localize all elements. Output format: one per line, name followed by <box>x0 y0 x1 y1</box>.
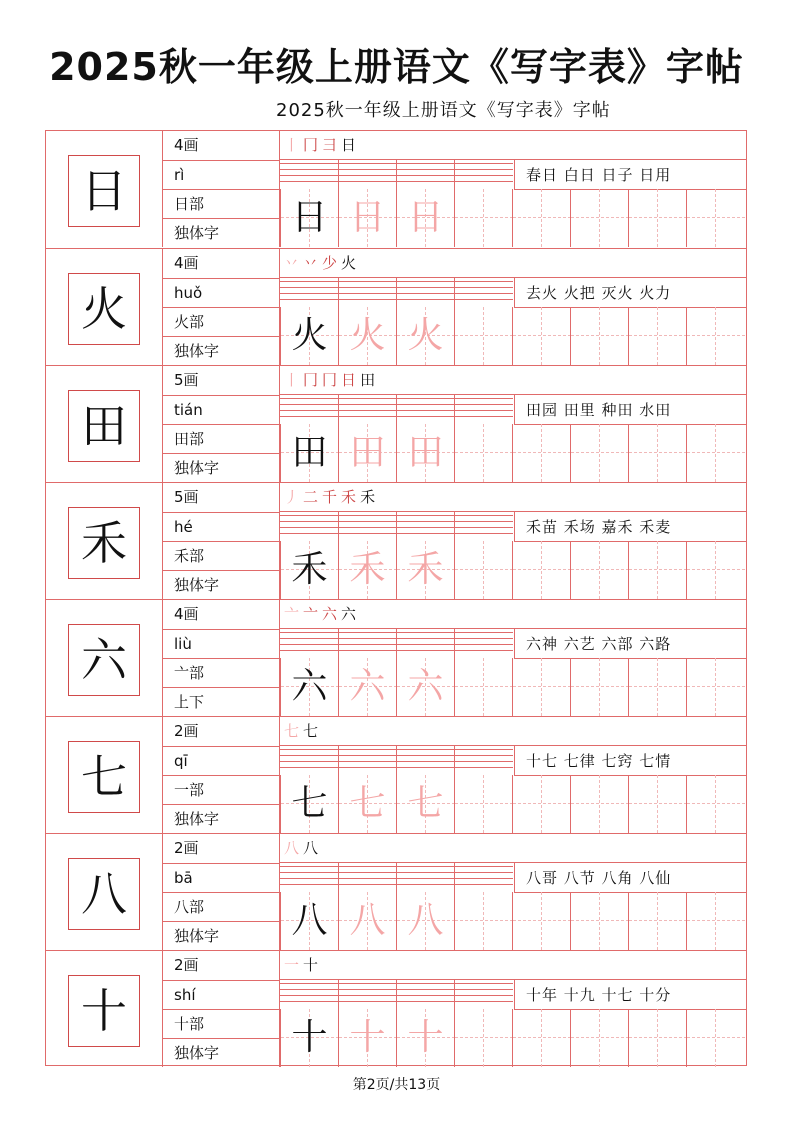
practice-cell <box>628 307 686 365</box>
practice-cell <box>280 541 338 599</box>
practice-cell <box>512 189 570 247</box>
big-character-box <box>68 741 140 813</box>
big-character: 七 <box>81 750 127 804</box>
big-character-box <box>68 975 140 1047</box>
trace-character: 十 <box>407 1017 444 1058</box>
radical: 火部 <box>163 307 280 336</box>
practice-cell <box>628 189 686 247</box>
page-footer: 第2页/共13页 <box>352 1077 441 1093</box>
trace-character: 火 <box>349 315 386 356</box>
stroke-count: 2画 <box>174 839 199 857</box>
structure: 独体字 <box>163 921 280 950</box>
practice-cell <box>512 424 570 482</box>
big-character-box <box>68 624 140 696</box>
practice-cell <box>454 658 512 716</box>
example-words: 春日 白日 日子 日用 <box>526 166 672 184</box>
practice-cell <box>454 189 512 247</box>
stroke-order-step: 千 <box>322 488 338 506</box>
model-character: 田 <box>291 432 328 473</box>
stroke-order-step: 亠 <box>284 605 300 623</box>
practice-cell <box>512 307 570 365</box>
example-words: 十七 七律 七窍 七情 <box>526 752 672 770</box>
trace-character: 七 <box>349 783 386 824</box>
practice-cell <box>280 1009 338 1067</box>
practice-cell <box>686 892 744 950</box>
practice-cell <box>628 424 686 482</box>
practice-cell <box>280 775 338 833</box>
structure: 独体字 <box>163 453 280 482</box>
stroke-order-step: 彐 <box>322 136 338 154</box>
practice-cell <box>512 541 570 599</box>
stroke-order-step: 冂 <box>303 136 319 154</box>
stroke-order-step: 一 <box>284 956 300 974</box>
model-character: 十 <box>291 1017 328 1058</box>
stroke-order-step: 七 <box>284 722 300 740</box>
practice-cell <box>570 189 628 247</box>
practice-cell <box>686 541 744 599</box>
big-character: 禾 <box>81 516 127 570</box>
model-character: 火 <box>291 315 328 356</box>
stroke-order-step: 七 <box>303 722 319 740</box>
big-character-box <box>68 155 140 227</box>
practice-cell <box>686 775 744 833</box>
practice-cell <box>338 1009 396 1067</box>
stroke-order <box>280 131 746 160</box>
stroke-order <box>280 600 746 629</box>
radical: 日部 <box>163 189 280 218</box>
trace-character: 火 <box>407 315 444 356</box>
practice-cell <box>338 541 396 599</box>
stroke-order-step: 禾 <box>360 488 376 506</box>
big-character-box <box>68 858 140 930</box>
practice-cell <box>628 541 686 599</box>
trace-character: 禾 <box>349 549 386 590</box>
pinyin: bā <box>163 863 280 892</box>
stroke-order <box>280 717 746 746</box>
practice-cell <box>628 1009 686 1067</box>
practice-cell <box>686 1009 744 1067</box>
model-character: 日 <box>291 197 328 238</box>
character-row <box>46 482 746 599</box>
trace-character: 七 <box>407 783 444 824</box>
character-row <box>46 950 746 1067</box>
practice-cell <box>570 541 628 599</box>
practice-cell <box>338 307 396 365</box>
trace-character: 禾 <box>407 549 444 590</box>
practice-sheet <box>45 130 747 1066</box>
stroke-order-step: 二 <box>303 488 319 506</box>
pinyin: huǒ <box>163 278 280 307</box>
practice-cell <box>686 658 744 716</box>
practice-cell <box>338 775 396 833</box>
model-character: 七 <box>291 783 328 824</box>
practice-cell <box>454 892 512 950</box>
pinyin: hé <box>163 512 280 541</box>
trace-character: 六 <box>349 666 386 707</box>
practice-cell <box>570 658 628 716</box>
practice-cell <box>628 892 686 950</box>
big-character-box <box>68 390 140 462</box>
big-character-box <box>68 507 140 579</box>
character-row <box>46 599 746 716</box>
practice-cell <box>512 775 570 833</box>
structure: 独体字 <box>163 804 280 833</box>
practice-cell <box>512 1009 570 1067</box>
sub-title: 2025秋一年级上册语文《写字表》字帖 <box>276 100 611 121</box>
trace-character: 日 <box>349 197 386 238</box>
stroke-count: 2画 <box>174 722 199 740</box>
stroke-order-step: 日 <box>341 371 357 389</box>
stroke-order-step: 丨 <box>284 136 300 154</box>
trace-character: 田 <box>407 432 444 473</box>
trace-character: 六 <box>407 666 444 707</box>
example-words: 十年 十九 十七 十分 <box>526 986 672 1004</box>
stroke-order-step: 冂 <box>303 371 319 389</box>
stroke-order-step: 丷 <box>303 254 319 272</box>
practice-cell <box>454 541 512 599</box>
big-character: 十 <box>81 984 127 1038</box>
model-character: 八 <box>291 900 328 941</box>
stroke-count: 4画 <box>174 605 199 623</box>
practice-cell <box>396 189 454 247</box>
stroke-order-step: 十 <box>303 956 319 974</box>
character-row <box>46 833 746 950</box>
practice-cell <box>454 1009 512 1067</box>
stroke-order-step: 火 <box>341 254 357 272</box>
stroke-count: 2画 <box>174 956 199 974</box>
practice-cell <box>280 424 338 482</box>
practice-cell <box>396 541 454 599</box>
stroke-order <box>280 951 746 980</box>
big-character: 田 <box>81 399 127 453</box>
stroke-order-step: 亠 <box>303 605 319 623</box>
big-character-box <box>68 273 140 345</box>
structure: 独体字 <box>163 336 280 365</box>
example-words: 田园 田里 种田 水田 <box>526 401 672 419</box>
stroke-order-step: 禾 <box>341 488 357 506</box>
structure: 独体字 <box>163 218 280 247</box>
practice-cell <box>512 658 570 716</box>
example-words: 禾苗 禾场 嘉禾 禾麦 <box>526 518 672 536</box>
character-info <box>162 600 280 716</box>
practice-cell <box>338 658 396 716</box>
practice-cell <box>454 307 512 365</box>
stroke-order <box>280 249 746 278</box>
practice-cell <box>454 424 512 482</box>
big-character: 六 <box>81 633 127 687</box>
radical: 亠部 <box>163 658 280 687</box>
practice-cell <box>280 892 338 950</box>
stroke-order-step: 冂 <box>322 371 338 389</box>
character-info <box>162 249 280 365</box>
stroke-count: 4画 <box>174 254 199 272</box>
character-info <box>162 717 280 833</box>
stroke-order-step: 少 <box>322 254 338 272</box>
pinyin: shí <box>163 980 280 1009</box>
character-row <box>46 716 746 833</box>
practice-cell <box>570 775 628 833</box>
character-row <box>46 131 746 248</box>
stroke-order <box>280 483 746 512</box>
stroke-order-step: 六 <box>341 605 357 623</box>
practice-cell <box>338 189 396 247</box>
stroke-order-step: 八 <box>284 839 300 857</box>
big-character: 日 <box>81 164 127 218</box>
practice-cell <box>628 775 686 833</box>
stroke-order <box>280 834 746 863</box>
radical: 禾部 <box>163 541 280 570</box>
stroke-order-step: 丿 <box>284 488 300 506</box>
example-words: 八哥 八节 八角 八仙 <box>526 869 672 887</box>
stroke-order <box>280 366 746 395</box>
character-info <box>162 483 280 599</box>
radical: 八部 <box>163 892 280 921</box>
practice-cell <box>570 892 628 950</box>
big-character: 八 <box>81 867 127 921</box>
pinyin: rì <box>163 160 280 189</box>
practice-cell <box>686 424 744 482</box>
practice-cell <box>454 775 512 833</box>
pinyin: qī <box>163 746 280 775</box>
stroke-order-step: 丨 <box>284 371 300 389</box>
stroke-count: 5画 <box>174 371 199 389</box>
big-character: 火 <box>81 282 127 336</box>
structure: 独体字 <box>163 570 280 599</box>
character-info <box>162 834 280 950</box>
trace-character: 十 <box>349 1017 386 1058</box>
model-character: 六 <box>291 666 328 707</box>
practice-cell <box>396 1009 454 1067</box>
stroke-order-step: 丷 <box>284 254 300 272</box>
stroke-count: 4画 <box>174 136 199 154</box>
stroke-count: 5画 <box>174 488 199 506</box>
pinyin: tián <box>163 395 280 424</box>
practice-cell <box>512 892 570 950</box>
structure: 独体字 <box>163 1038 280 1067</box>
stroke-order-step: 田 <box>360 371 376 389</box>
radical: 田部 <box>163 424 280 453</box>
practice-cell <box>396 892 454 950</box>
radical: 一部 <box>163 775 280 804</box>
trace-character: 田 <box>349 432 386 473</box>
radical: 十部 <box>163 1009 280 1038</box>
example-words: 六神 六艺 六部 六路 <box>526 635 672 653</box>
practice-cell <box>396 658 454 716</box>
practice-cell <box>686 307 744 365</box>
pinyin: liù <box>163 629 280 658</box>
practice-cell <box>280 658 338 716</box>
main-title: 2025秋一年级上册语文《写字表》字帖 <box>49 45 744 89</box>
practice-cell <box>338 424 396 482</box>
practice-cell <box>570 424 628 482</box>
trace-character: 八 <box>349 900 386 941</box>
character-info <box>162 366 280 482</box>
stroke-order-step: 八 <box>303 839 319 857</box>
stroke-order-step: 六 <box>322 605 338 623</box>
practice-cell <box>396 424 454 482</box>
practice-cell <box>570 1009 628 1067</box>
model-character: 禾 <box>291 549 328 590</box>
stroke-order-step: 日 <box>341 136 357 154</box>
practice-cell <box>280 307 338 365</box>
practice-cell <box>628 658 686 716</box>
practice-cell <box>280 189 338 247</box>
character-info <box>162 951 280 1067</box>
character-info <box>162 131 280 247</box>
structure: 上下 <box>163 687 280 716</box>
trace-character: 日 <box>407 197 444 238</box>
practice-cell <box>396 775 454 833</box>
character-row <box>46 365 746 482</box>
character-row <box>46 248 746 365</box>
practice-cell <box>338 892 396 950</box>
practice-cell <box>396 307 454 365</box>
practice-cell <box>570 307 628 365</box>
trace-character: 八 <box>407 900 444 941</box>
example-words: 去火 火把 灭火 火力 <box>526 284 672 302</box>
practice-cell <box>686 189 744 247</box>
